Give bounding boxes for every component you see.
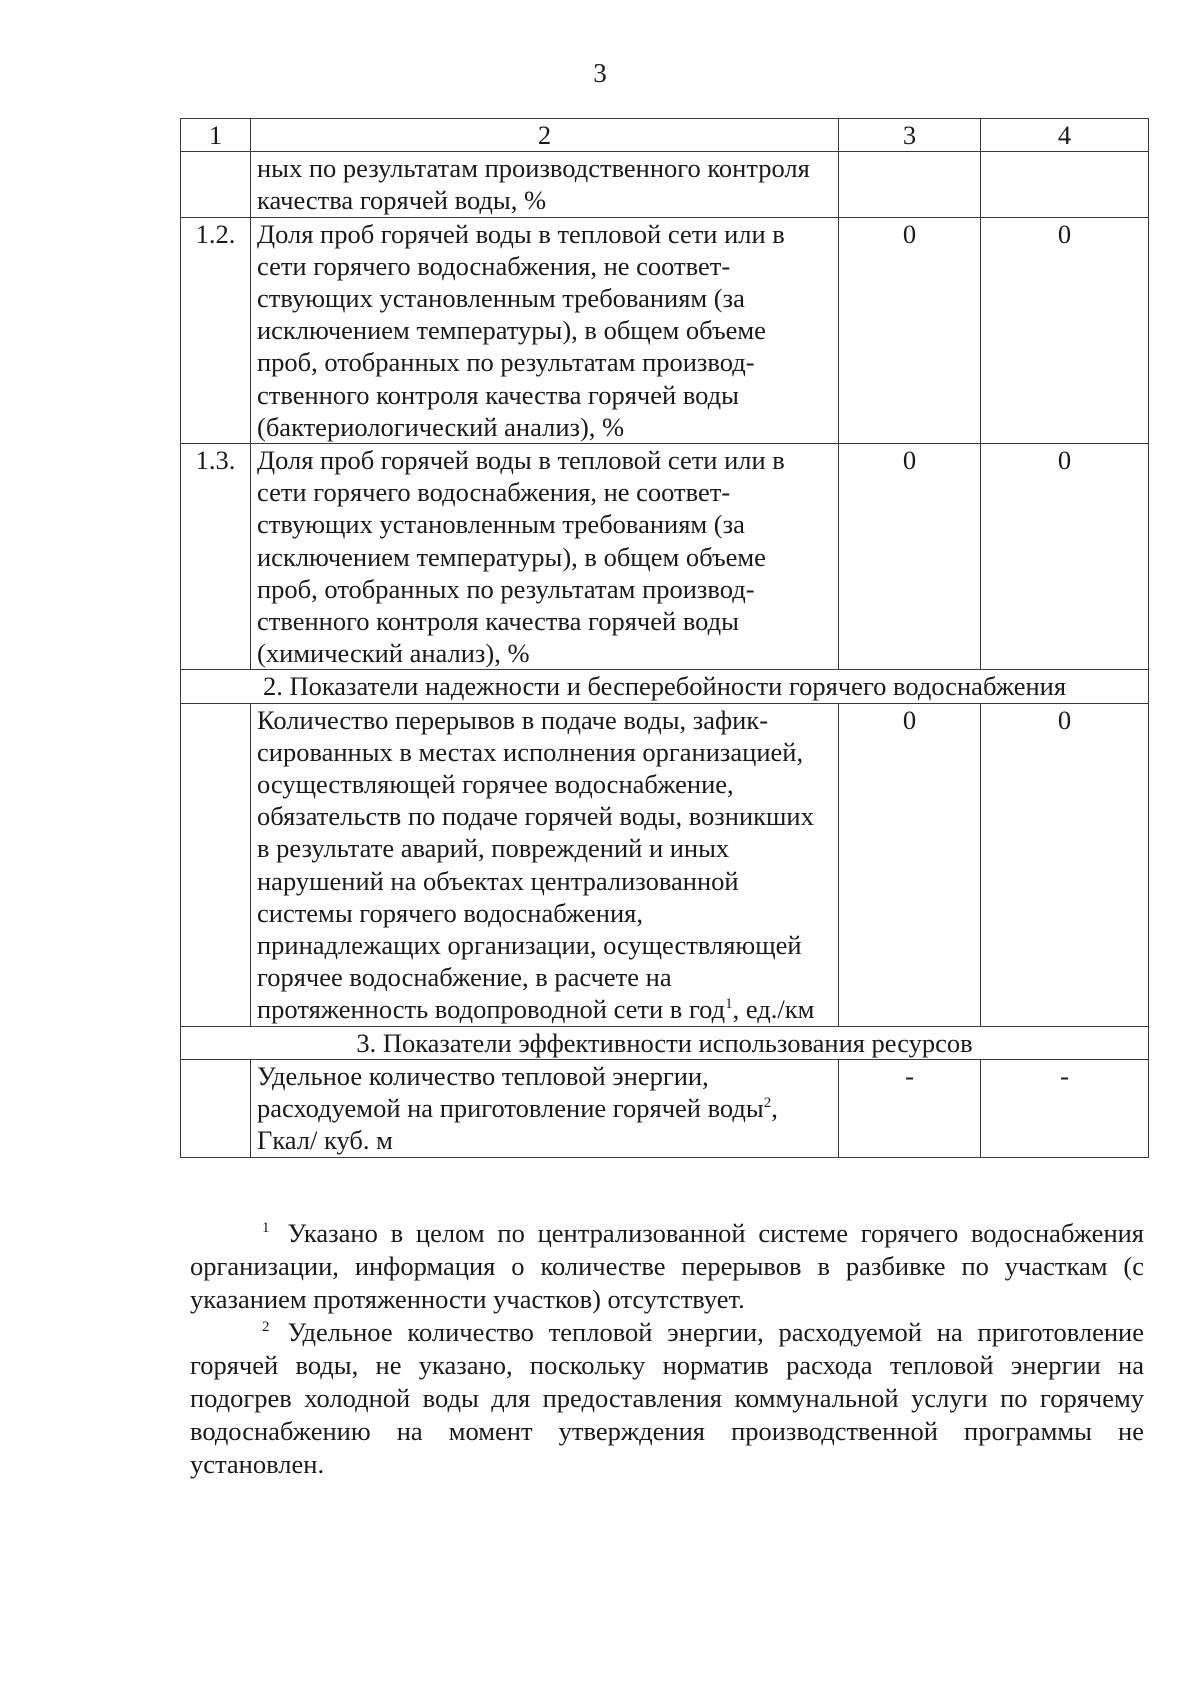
row-description: Доля проб горячей воды в тепловой сети или в сети горячего водоснабжения, не соответствующих установленным требованиям (за исключением температуры), в общем объеме проб, отобранных по результатам производственного контроля качества горячей воды (бактериологический анализ), % <box>251 217 839 443</box>
row-value-col3 <box>839 152 981 217</box>
table-row <box>181 444 1149 670</box>
row-description-text: Количество перерывов в подаче воды, зафиксированных в местах исполнения организацией, осуществляющей горячее водоснабжение, обязательств по подаче горячей воды, возникших в результате аварий, повреждений и иных нарушений на объектах централизованной системы горячего водоснабжения, принадлежащих организации, осуществляющей горячее водоснабжение, в расчете на протяженность водопроводной сети в год <box>257 704 814 1025</box>
footnote-text: Удельное количество тепловой энергии, расходуемой на приготовление горячей воды, не указано, поскольку норматив расхода тепловой энергии на подогрев холодной воды для предоставления коммунальной услуги по горячему водоснабжению на момент утверждения производственной программы не установлен. <box>190 1317 1144 1479</box>
row-number <box>181 703 251 1026</box>
table-header-row <box>181 119 1149 152</box>
row-description-tail: , ед./км <box>732 994 815 1025</box>
row-description-text: Удельное количество тепловой энергии, расходуемой на приготовление горячей воды <box>257 1060 764 1124</box>
header-cell-4: 4 <box>981 119 1149 152</box>
footnote-mark: 1 <box>262 1220 270 1237</box>
footnotes <box>190 1217 1144 1481</box>
row-value-col4: - <box>981 1059 1149 1157</box>
row-value-col4: 0 <box>981 217 1149 443</box>
footnote-mark: 2 <box>262 1319 270 1336</box>
page-number: 3 <box>593 58 607 88</box>
section-header-row <box>181 1026 1149 1059</box>
indicators-table <box>180 118 1149 1158</box>
row-description <box>251 703 839 1026</box>
row-value-col3: 0 <box>839 444 981 670</box>
row-description <box>251 1059 839 1157</box>
footnote-2 <box>190 1316 1144 1481</box>
header-cell-2: 2 <box>251 119 839 152</box>
table-row <box>181 152 1149 217</box>
row-value-col4 <box>981 152 1149 217</box>
row-description-tail: , Гкал/ куб. м <box>257 1093 778 1156</box>
footnote-1 <box>190 1217 1144 1316</box>
footnote-ref-1: 1 <box>725 996 733 1013</box>
row-number: 1.3. <box>181 444 251 670</box>
header-cell-3: 3 <box>839 119 981 152</box>
section-2-title: 2. Показатели надежности и бесперебойности горячего водоснабжения <box>181 670 1149 703</box>
table-row <box>181 217 1149 443</box>
row-value-col4: 0 <box>981 703 1149 1026</box>
row-number <box>181 1059 251 1157</box>
row-value-col3: - <box>839 1059 981 1157</box>
row-number: 1.2. <box>181 217 251 443</box>
footnote-ref-2: 2 <box>763 1095 772 1112</box>
row-description: Доля проб горячей воды в тепловой сети или в сети горячего водоснабжения, не соответствующих установленным требованиям (за исключением температуры), в общем объеме проб, отобранных по результатам производственного контроля качества горячей воды (химический анализ), % <box>251 444 839 670</box>
row-number <box>181 152 251 217</box>
row-value-col4: 0 <box>981 444 1149 670</box>
footnote-text: Указано в целом по централизованной системе горячего водоснабжения организации, информация о количестве перерывов в разбивке по участкам (с указанием протяженности участков) отсутствует. <box>190 1218 1144 1314</box>
row-description: ных по результатам производственного контроля качества горячей воды, % <box>251 152 839 217</box>
table-row <box>181 1059 1149 1157</box>
row-value-col3: 0 <box>839 703 981 1026</box>
header-cell-1: 1 <box>181 119 251 152</box>
row-value-col3: 0 <box>839 217 981 443</box>
section-3-title: 3. Показатели эффективности использования ресурсов <box>181 1026 1149 1059</box>
section-header-row <box>181 670 1149 703</box>
table-row <box>181 703 1149 1026</box>
